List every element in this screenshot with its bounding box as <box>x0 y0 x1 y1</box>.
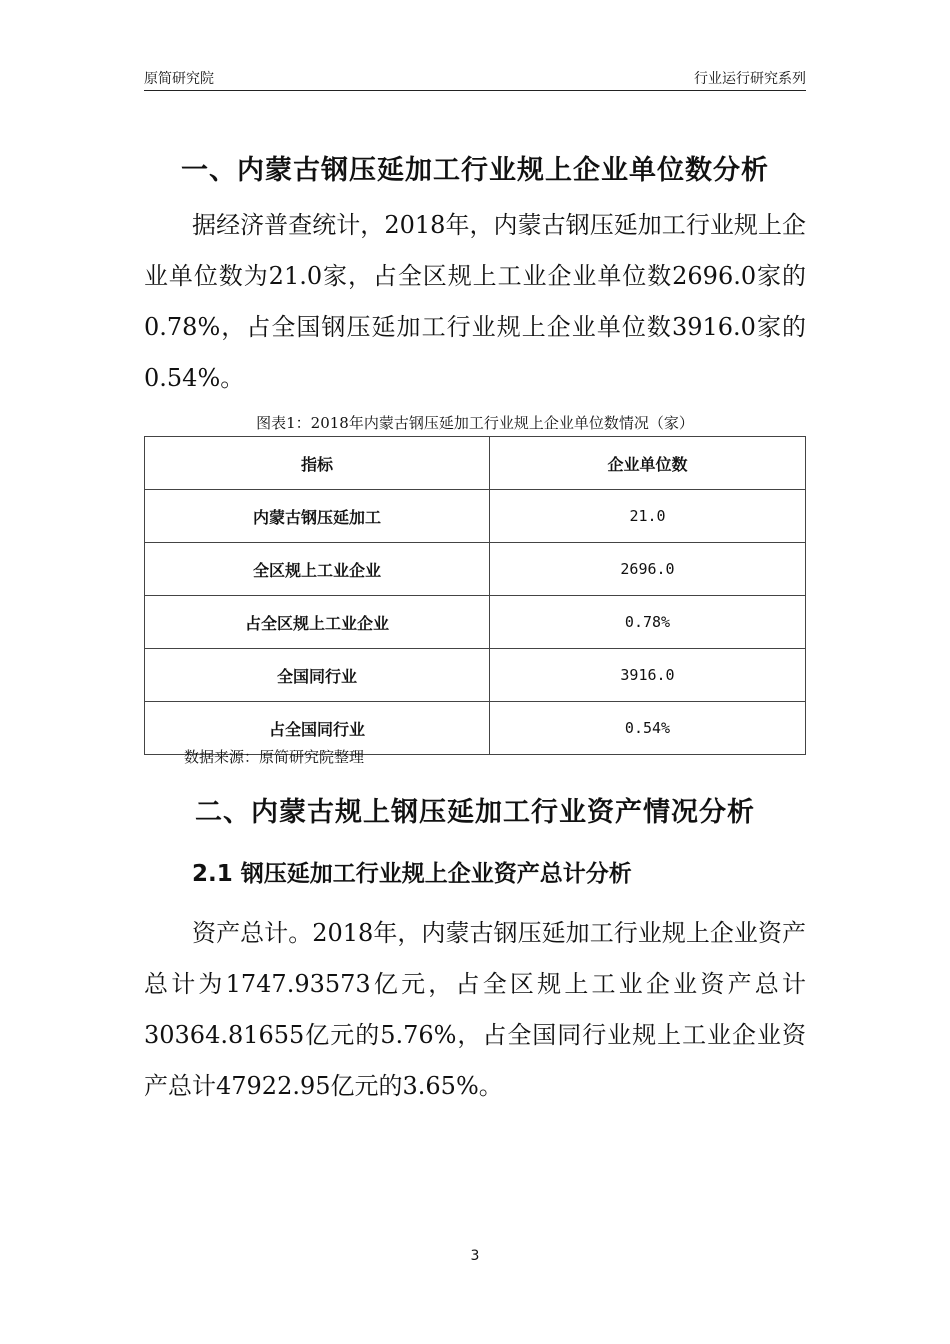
section2-paragraph-text: 资产总计。2018年，内蒙古钢压延加工行业规上企业资产总计为1747.93573亿元，占全区规上工业企业资产总计30364.81655亿元的5.76%，占全国同行业规上工业企业资产总计47922.95亿元的3.65%。 <box>144 919 806 1100</box>
table-row <box>145 596 806 649</box>
row-label: 内蒙古钢压延加工 <box>145 490 490 543</box>
table-row <box>145 649 806 702</box>
header-org-name: 原简研究院 <box>144 71 214 87</box>
row-value: 0.78% <box>490 596 806 649</box>
table-header-row <box>145 437 806 490</box>
row-value: 0.54% <box>490 702 806 755</box>
table-row <box>145 490 806 543</box>
row-value: 21.0 <box>490 490 806 543</box>
page-number: 3 <box>470 1248 480 1264</box>
row-label: 占全区规上工业企业 <box>145 596 490 649</box>
section1-paragraph-text: 据经济普查统计，2018年，内蒙古钢压延加工行业规上企业单位数为21.0家，占全区规上工业企业单位数2696.0家的0.78%，占全国钢压延加工行业规上企业单位数3916.0家的0.54%。 <box>144 211 806 392</box>
section2-title: 二、内蒙古规上钢压延加工行业资产情况分析 <box>195 797 755 828</box>
row-label: 全国同行业 <box>145 649 490 702</box>
row-label: 占全国同行业 <box>145 702 490 755</box>
page-header <box>144 64 806 91</box>
row-value: 3916.0 <box>490 649 806 702</box>
column-header-indicator: 指标 <box>145 437 490 490</box>
section1-title: 一、内蒙古钢压延加工行业规上企业单位数分析 <box>181 155 769 186</box>
table-source-note: 数据来源：原简研究院整理 <box>184 748 365 766</box>
column-header-count: 企业单位数 <box>490 437 806 490</box>
table-caption: 图表1：2018年内蒙古钢压延加工行业规上企业单位数情况（家） <box>256 414 694 432</box>
section2-paragraph <box>144 908 806 1112</box>
enterprise-count-table <box>144 436 806 755</box>
row-value: 2696.0 <box>490 543 806 596</box>
row-label: 全区规上工业企业 <box>145 543 490 596</box>
section2-subtitle: 2.1 钢压延加工行业规上企业资产总计分析 <box>192 861 632 887</box>
table-row <box>145 543 806 596</box>
header-series-name: 行业运行研究系列 <box>694 71 806 87</box>
section1-paragraph <box>144 200 806 404</box>
